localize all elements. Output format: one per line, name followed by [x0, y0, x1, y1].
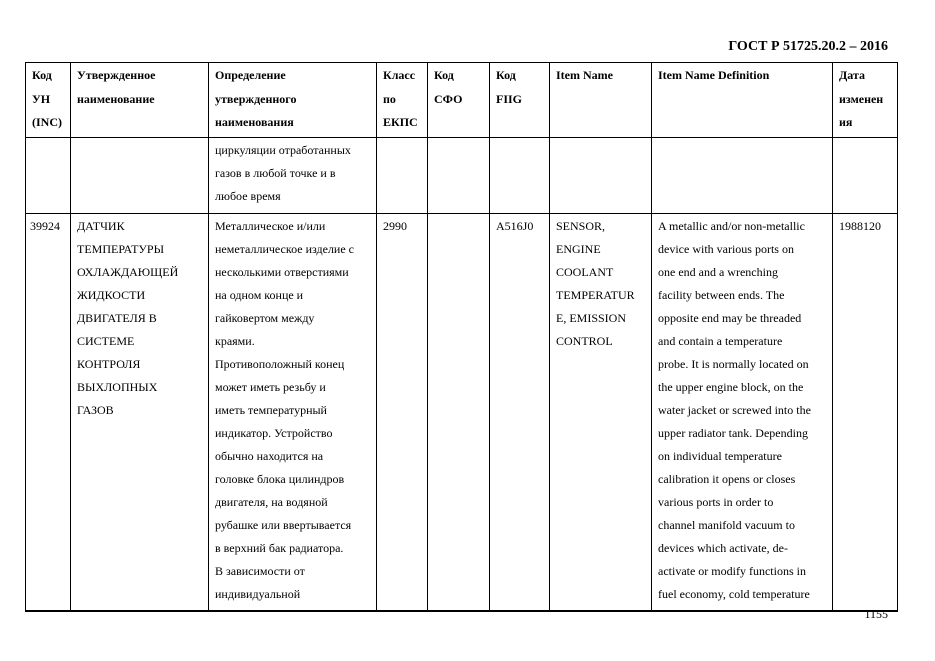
- cell-item-name: [550, 138, 652, 214]
- text-line: Код: [496, 68, 516, 82]
- text-line: and contain a temperature: [658, 334, 783, 348]
- text-line: индикатор. Устройство: [215, 426, 333, 440]
- table-row: [26, 214, 898, 612]
- cell-item-name: [550, 214, 652, 612]
- text-line: Дата: [839, 68, 865, 82]
- text-line: любое время: [215, 189, 281, 203]
- text-line: devices which activate, de-: [658, 541, 788, 555]
- col-header-inc: [26, 63, 71, 138]
- text-line: ОХЛАЖДАЮЩЕЙ: [77, 265, 179, 279]
- classification-table: [25, 62, 898, 612]
- text-line: on individual temperature: [658, 449, 782, 463]
- text-line: Утвержденное: [77, 68, 156, 82]
- text-line: Металлическое и/или: [215, 219, 326, 233]
- col-header-item-name-definition: [652, 63, 833, 138]
- text-line: иметь температурный: [215, 403, 327, 417]
- text-line: E, EMISSION: [556, 311, 627, 325]
- text-line: индивидуальной: [215, 587, 301, 601]
- cell-ekps-class: [377, 138, 428, 214]
- cell-approved-name: [71, 138, 209, 214]
- text-line: Противоположный конец: [215, 357, 345, 371]
- text-line: the upper engine block, on the: [658, 380, 804, 394]
- text-line: Код: [32, 68, 52, 82]
- col-header-sfo-code: [428, 63, 490, 138]
- text-line: ия: [839, 115, 853, 129]
- text-line: УН: [32, 91, 51, 106]
- text-line: ЕКПС: [383, 115, 418, 129]
- cell-change-date: [833, 138, 898, 214]
- text-line: SENSOR,: [556, 219, 606, 233]
- text-line: краями.: [215, 334, 255, 348]
- text-line: FIIG: [496, 91, 523, 106]
- text-line: ЖИДКОСТИ: [77, 288, 146, 302]
- text-line: головке блока цилиндров: [215, 472, 345, 486]
- cell-inc: [26, 138, 71, 214]
- text-line: СИСТЕМЕ: [77, 334, 135, 348]
- cell-definition: [209, 214, 377, 612]
- text-line: по: [383, 91, 396, 106]
- cell-change-date: 1988120: [833, 214, 898, 612]
- text-line: one end and a wrenching: [658, 265, 778, 279]
- text-line: various ports in order to: [658, 495, 774, 509]
- text-line: water jacket or screwed into the: [658, 403, 811, 417]
- document-header: ГОСТ Р 51725.20.2 – 2016: [728, 39, 888, 54]
- text-line: (INC): [32, 115, 62, 129]
- cell-fiig-code: [490, 138, 550, 214]
- text-line: CONTROL: [556, 334, 613, 348]
- col-header-item-name: [550, 63, 652, 138]
- cell-fiig-code: A516J0: [490, 214, 550, 612]
- text-line: Класс: [383, 68, 416, 82]
- cell-item-name-definition: [652, 214, 833, 612]
- text-line: наименования: [215, 115, 294, 129]
- text-line: двигателя, на водяной: [215, 495, 328, 509]
- cell-sfo-code: [428, 214, 490, 612]
- text-line: неметаллическое изделие с: [215, 242, 355, 256]
- col-header-fiig-code: [490, 63, 550, 138]
- text-line: СФО: [434, 91, 463, 106]
- text-line: ДАТЧИК: [77, 219, 125, 233]
- text-line: рубашке или ввертывается: [215, 518, 352, 532]
- text-line: может иметь резьбу и: [215, 380, 326, 394]
- text-line: A metallic and/or non-metallic: [658, 219, 805, 233]
- text-line: activate or modify functions in: [658, 564, 806, 578]
- table-row-continuation: [26, 138, 898, 214]
- text-line: probe. It is normally located on: [658, 357, 809, 371]
- cell-approved-name: [71, 214, 209, 612]
- text-line: изменен: [839, 91, 884, 106]
- text-line: TEMPERATUR: [556, 288, 635, 302]
- text-line: ENGINE: [556, 242, 601, 256]
- cell-item-name-definition: [652, 138, 833, 214]
- text-line: COOLANT: [556, 265, 614, 279]
- col-header-ekps-class: [377, 63, 428, 138]
- text-line: обычно находится на: [215, 449, 324, 463]
- text-line: КОНТРОЛЯ: [77, 357, 141, 371]
- text-line: на одном конце и: [215, 288, 304, 302]
- cell-definition: [209, 138, 377, 214]
- text-line: ДВИГАТЕЛЯ В: [77, 311, 157, 325]
- text-line: утвержденного: [215, 91, 297, 106]
- text-line: несколькими отверстиями: [215, 265, 349, 279]
- text-line: ТЕМПЕРАТУРЫ: [77, 242, 165, 256]
- text-line: ВЫХЛОПНЫХ: [77, 380, 158, 394]
- text-line: channel manifold vacuum to: [658, 518, 795, 532]
- page-number: 1155: [864, 607, 888, 621]
- text-line: Код: [434, 68, 454, 82]
- col-header-approved-name: [71, 63, 209, 138]
- text-line: наименование: [77, 91, 155, 106]
- col-header-definition: [209, 63, 377, 138]
- col-header-change-date: [833, 63, 898, 138]
- text-line: В зависимости от: [215, 564, 305, 578]
- text-line: Определение: [215, 68, 286, 82]
- cell-inc: 39924: [26, 214, 71, 612]
- text-line: в верхний бак радиатора.: [215, 541, 344, 555]
- text-line: facility between ends. The: [658, 288, 785, 302]
- text-line: device with various ports on: [658, 242, 794, 256]
- text-line: Item Name Definition: [658, 68, 770, 82]
- table-header-row: [26, 63, 898, 138]
- text-line: calibration it opens or closes: [658, 472, 796, 486]
- text-line: циркуляции отработанных: [215, 143, 351, 157]
- text-line: Item Name: [556, 68, 613, 82]
- text-line: upper radiator tank. Depending: [658, 426, 808, 440]
- text-line: fuel economy, cold temperature: [658, 587, 810, 601]
- cell-ekps-class: 2990: [377, 214, 428, 612]
- text-line: opposite end may be threaded: [658, 311, 802, 325]
- text-line: газов в любой точке и в: [215, 166, 336, 180]
- text-line: гайковертом между: [215, 311, 315, 325]
- cell-sfo-code: [428, 138, 490, 214]
- text-line: ГАЗОВ: [77, 403, 114, 417]
